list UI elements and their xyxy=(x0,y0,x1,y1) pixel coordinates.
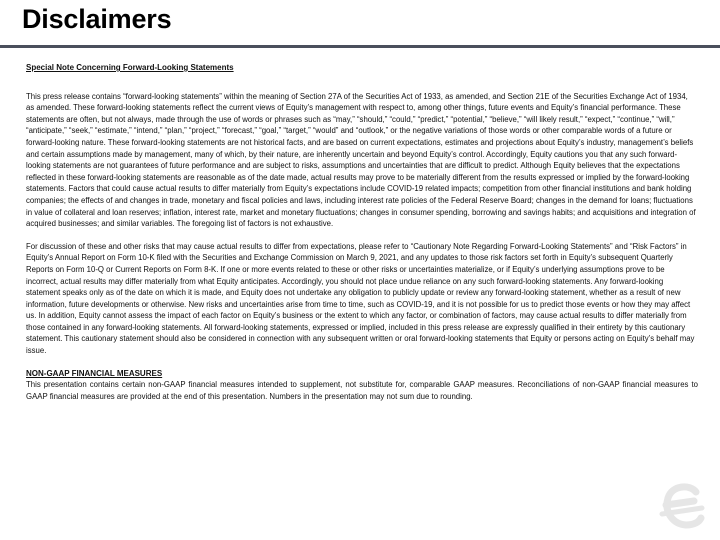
equity-e-logo-icon xyxy=(656,478,708,536)
non-gaap-heading: NON-GAAP FINANCIAL MEASURES xyxy=(26,368,163,378)
disclaimer-body xyxy=(26,62,698,402)
forward-looking-heading: Special Note Concerning Forward-Looking Statements xyxy=(26,63,234,72)
title-divider xyxy=(0,45,720,48)
forward-looking-paragraph-2: For discussion of these and other risks that may cause actual results to differ from expectations, please refer to “Cautionary Note Regarding Forward-Looking Statements” and “Risk Factors” in Equity’s Annual Report on Form 10-K filed with the Securities and Exchange Commission on March 9, 2021, and any updates to those risk factors set forth in Equity’s subsequent Quarterly Reports on Form 10-Q or Current Reports on Form 8-K. If one or more events related to these or other risks or uncertainties materialize, or if Equity’s underlying assumptions prove to be incorrect, actual results may differ materially from what Equity anticipates. Accordingly, you should not place undue reliance on any such forward-looking statements. Any forward-looking statement speaks only as of the date on which it is made, and Equity does not undertake any obligation to publicly update or review any forward-looking statement, whether as a result of new information, future developments or otherwise. New risks and uncertainties arise from time to time, such as COVID-19, and it is not possible for us to predict those events or how they may affect us. In addition, Equity cannot assess the impact of each factor on Equity’s business or the extent to which any factor, or combination of factors, may cause actual results to differ materially from those contained in any forward-looking statements. All forward-looking statements, expressed or implied, included in this press release are expressly qualified in their entirety by this cautionary statement. This cautionary statement should also be considered in connection with any subsequent written or oral forward-looking statements that Equity or persons acting on Equity’s behalf may issue. xyxy=(26,241,695,356)
page-title: Disclaimers xyxy=(22,4,172,34)
non-gaap-paragraph: This presentation contains certain non-GAAP financial measures intended to supplement, not substitute for, comparable GAAP measures. Reconciliations of non-GAAP financial measures to GAAP financial measures are provided at the end of this presentation. Numbers in the presentation may not sum due to rounding. xyxy=(26,380,698,401)
forward-looking-paragraph-1: This press release contains “forward-looking statements” within the meaning of Section 27A of the Securities Act of 1933, as amended, and Section 21E of the Securities Exchange Act of 1934, as amended. These forward-looking statements reflect the current views of Equity’s management with respect to, among other things, future events and Equity’s financial performance. These statements are often, but not always, made through the use of words or phrases such as “may,” “should,” “could,” “predict,” “potential,” “believe,” “will likely result,” “expect,” “continue,” “will,” “anticipate,” “seek,” “estimate,” “intend,” “plan,” “project,” “forecast,” “goal,” “target,” “would” and “outlook,” or the negative variations of those words or other comparable words of a future or forward-looking nature. These forward-looking statements are not historical facts, and are based on current expectations, estimates and projections about Equity’s industry, management’s beliefs and certain assumptions made by management, many of which, by their nature, are inherently uncertain and beyond Equity’s control. Accordingly, Equity cautions you that any such forward-looking statements are not guarantees of future performance and are subject to risks, assumptions and uncertainties that are difficult to predict. Although Equity believes that the expectations reflected in these forward-looking statements are reasonable as of the date made, actual results may prove to be materially different from the results expressed or implied by the forward-looking statements. Factors that could cause actual results to differ materially from Equity’s expectations include COVID-19 related impacts; competition from other financial institutions and bank holding companies; the effects of and changes in trade, monetary and fiscal policies and laws, including interest rate policies of the Federal Reserve Board; changes in the demand for loans; fluctuations in value of collateral and loan reserves; inflation, interest rate, market and monetary fluctuations; changes in consumer spending, borrowing and savings habits; and acquisitions and integration of acquired businesses; and similar variables. The foregoing list of factors is not exhaustive. xyxy=(26,91,696,229)
